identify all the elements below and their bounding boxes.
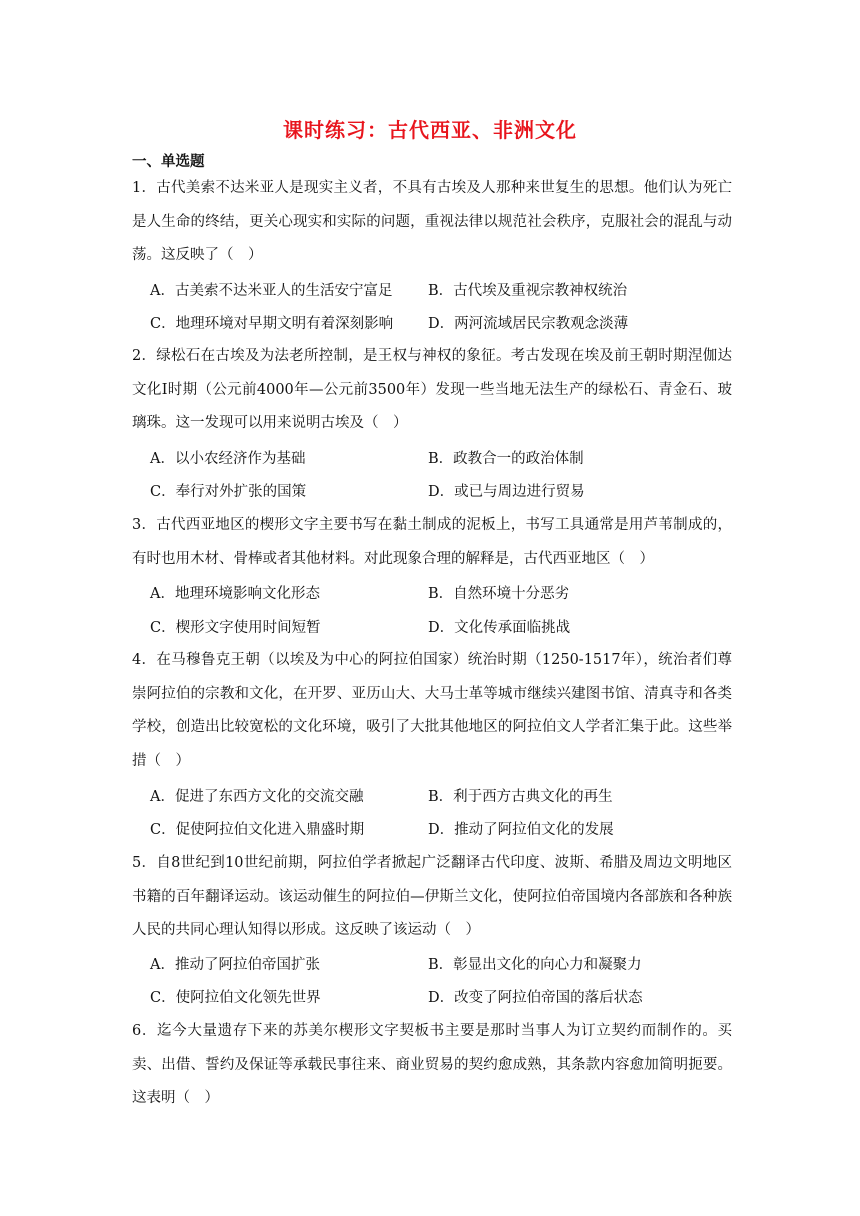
question-5-option-c: C．使阿拉伯文化领先世界 bbox=[150, 990, 321, 1006]
question-3-option-c: C．楔形文字使用时间短暂 bbox=[150, 620, 321, 636]
question-1-option-d: D．两河流域居民宗教观念淡薄 bbox=[428, 316, 629, 332]
question-4-option-c: C．促使阿拉伯文化进入鼎盛时期 bbox=[150, 822, 365, 838]
question-5-option-b: B．彰显出文化的向心力和凝聚力 bbox=[428, 957, 642, 973]
question-2-option-b: B．政教合一的政治体制 bbox=[428, 451, 584, 467]
question-4-text: 4．在马穆鲁克王朝（以埃及为中心的阿拉伯国家）统治时期（1250-1517年），统治者们尊崇阿拉伯的宗教和文化，在开罗、亚历山大、大马士革等城市继续兴建图书馆、清真寺和各类学校，创造出比较宽松的文化环境，吸引了大批其他地区的阿拉伯文人学者汇集于此。这些举措（ ） bbox=[132, 652, 732, 769]
question-2-text: 2．绿松石在古埃及为法老所控制，是王权与神权的象征。考古发现在埃及前王朝时期涅伽达文化Ⅰ时期（公元前4000年—公元前3500年）发现一些当地无法生产的绿松石、青金石、玻璃珠。这一发现可以用来说明古埃及（ ） bbox=[132, 348, 732, 431]
question-1-option-c: C．地理环境对早期文明有着深刻影响 bbox=[150, 316, 394, 332]
question-3-option-b: B．自然环境十分恶劣 bbox=[428, 586, 570, 602]
question-5-option-d: D．改变了阿拉伯帝国的落后状态 bbox=[428, 990, 643, 1006]
question-1-option-b: B．古代埃及重视宗教神权统治 bbox=[428, 283, 628, 299]
question-3-option-a: A．地理环境影响文化形态 bbox=[150, 586, 320, 602]
question-2-option-d: D．或已与周边进行贸易 bbox=[428, 484, 585, 500]
question-2-option-a: A．以小农经济作为基础 bbox=[150, 451, 306, 467]
question-5-option-a: A．推动了阿拉伯帝国扩张 bbox=[150, 957, 320, 973]
question-5-text: 5．自8世纪到10世纪前期，阿拉伯学者掀起广泛翻译古代印度、波斯、希腊及周边文明地区书籍的百年翻译运动。该运动催生的阿拉伯—伊斯兰文化，使阿拉伯帝国境内各部族和各种族人民的共同心理认知得以形成。这反映了该运动（ ） bbox=[132, 855, 732, 938]
question-3-text: 3．古代西亚地区的楔形文字主要书写在黏土制成的泥板上，书写工具通常是用芦苇制成的，有时也用木材、骨棒或者其他材料。对此现象合理的解释是，古代西亚地区（ ） bbox=[132, 517, 732, 567]
question-1-option-a: A．古美索不达米亚人的生活安宁富足 bbox=[150, 283, 393, 299]
question-1-text: 1．古代美索不达米亚人是现实主义者，不具有古埃及人那种来世复生的思想。他们认为死亡是人生命的终结，更关心现实和实际的问题，重视法律以规范社会秩序，克服社会的混乱与动荡。这反映了（ ） bbox=[132, 180, 732, 263]
question-3-option-d: D．文化传承面临挑战 bbox=[428, 620, 571, 636]
question-6-text: 6．迄今大量遗存下来的苏美尔楔形文字契板书主要是那时当事人为订立契约而制作的。买卖、出借、誓约及保证等承载民事往来、商业贸易的契约愈成熟，其条款内容愈加简明扼要。这表明（ ） bbox=[132, 1023, 732, 1106]
section-heading: 一、单选题 bbox=[132, 153, 205, 170]
question-2-option-c: C．奉行对外扩张的国策 bbox=[150, 484, 307, 500]
question-4-option-d: D．推动了阿拉伯文化的发展 bbox=[428, 822, 614, 838]
question-4-option-b: B．利于西方古典文化的再生 bbox=[428, 789, 613, 805]
document-title: 课时练习：古代西亚、非洲文化 bbox=[283, 118, 577, 142]
question-4-option-a: A．促进了东西方文化的交流交融 bbox=[150, 789, 364, 805]
